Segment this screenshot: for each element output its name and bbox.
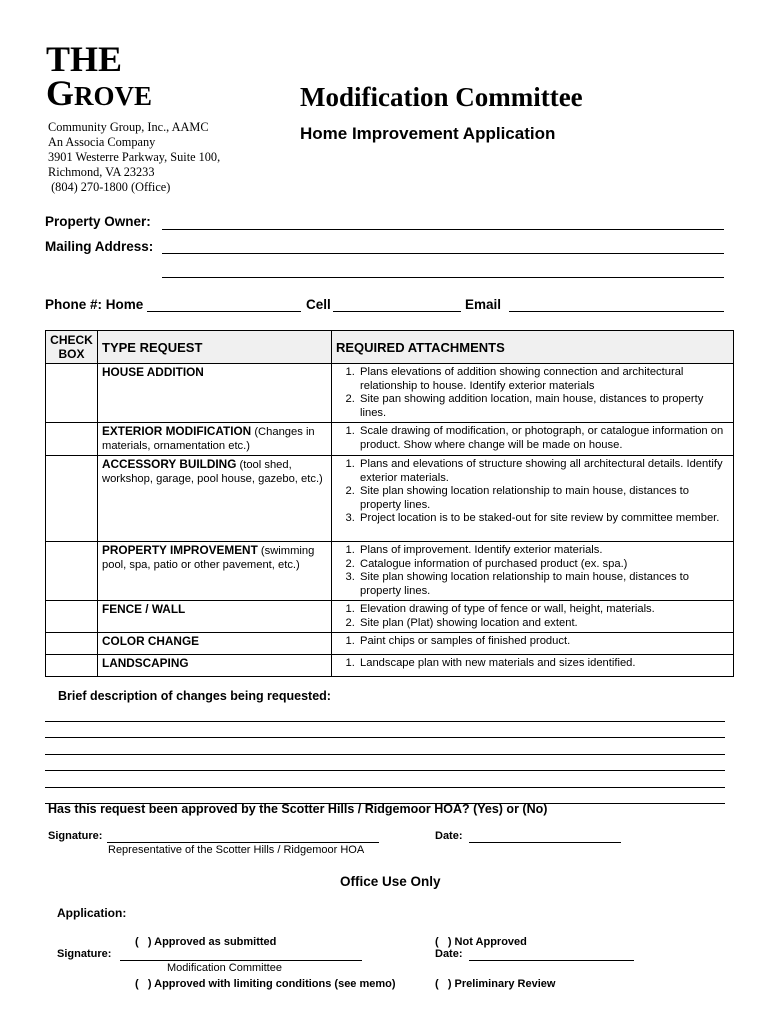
attachment-item: 1. Scale drawing of modification, or photograph, or catalogue information on product. Show where change will be made on house. — [358, 425, 729, 452]
type-detail: (Changes in materials, ornamentation etc.) — [102, 426, 315, 452]
address-line: Richmond, VA 23233 — [48, 165, 155, 179]
attachment-item: 2. Catalogue information of purchased product (ex. spa.) — [358, 558, 729, 572]
type-request-header: TYPE REQUEST — [98, 331, 332, 364]
attachments-cell — [332, 655, 734, 677]
description-label: Brief description of changes being requested: — [58, 689, 331, 703]
row-checkbox[interactable] — [46, 423, 98, 456]
row-checkbox[interactable] — [46, 633, 98, 655]
committee-date-field[interactable] — [469, 960, 634, 961]
cell-field[interactable] — [333, 311, 461, 312]
hoa-signature-label: Signature: — [48, 830, 103, 842]
committee-signature-field[interactable] — [120, 960, 362, 961]
attachments-cell — [332, 601, 734, 633]
type-title: PROPERTY IMPROVEMENT — [102, 543, 258, 557]
table-row — [46, 456, 734, 542]
company-address — [48, 120, 220, 195]
logo-line2 — [46, 73, 153, 113]
approval-options-left — [135, 907, 396, 1005]
committee-signature-caption: Modification Committee — [167, 962, 282, 974]
page-title: Modification Committee — [300, 82, 583, 112]
logo-rest: ROVE — [74, 81, 153, 111]
table-row — [46, 633, 734, 655]
description-lines[interactable] — [45, 705, 725, 804]
attachment-item: 1. Plans and elevations of structure showing all architectural details. Identify exterior materials. — [358, 458, 729, 485]
type-detail: (swimming pool, spa, patio or other pavement, etc.) — [102, 545, 315, 571]
committee-date-label: Date: — [435, 948, 463, 960]
attachment-item: 2. Site pan showing addition location, main house, distances to property lines. — [358, 393, 729, 420]
type-title: FENCE / WALL — [102, 602, 186, 616]
address-line: An Associa Company — [48, 135, 156, 149]
type-title: ACCESSORY BUILDING — [102, 457, 237, 471]
type-cell — [98, 655, 332, 677]
table-row — [46, 542, 734, 601]
application-label: Application: — [57, 906, 127, 920]
row-checkbox[interactable] — [46, 601, 98, 633]
type-cell — [98, 601, 332, 633]
office-use-heading: Office Use Only — [340, 874, 441, 889]
attachments-header: REQUIRED ATTACHMENTS — [332, 331, 734, 364]
type-title: LANDSCAPING — [102, 656, 189, 670]
mailing-address-field-2[interactable] — [162, 277, 724, 278]
check-box-header — [46, 331, 98, 364]
not-approved-option[interactable]: ( ) Not Approved — [435, 936, 527, 948]
attachment-item: 3. Project location is to be staked-out for site review by committee member. — [358, 512, 729, 526]
hoa-date-label: Date: — [435, 830, 463, 842]
attachments-cell — [332, 542, 734, 601]
attachment-item: 2. Site plan showing location relationship to main house, distances to property lines. — [358, 485, 729, 512]
attachments-cell — [332, 423, 734, 456]
type-cell — [98, 423, 332, 456]
address-line: Community Group, Inc., AAMC — [48, 120, 209, 134]
email-label: Email — [465, 297, 502, 312]
type-title: HOUSE ADDITION — [102, 365, 204, 379]
attachment-item: 3. Site plan showing location relationship to main house, distances to property lines. — [358, 571, 729, 598]
email-field[interactable] — [509, 311, 724, 312]
hoa-date-field[interactable] — [469, 842, 621, 843]
phone-home-field[interactable] — [147, 311, 301, 312]
preliminary-review-option[interactable]: ( ) Preliminary Review — [435, 978, 556, 990]
attachment-item: 1. Elevation drawing of type of fence or wall, height, materials. — [358, 603, 729, 617]
type-cell — [98, 364, 332, 423]
logo-line1: THE — [46, 39, 123, 79]
attachment-item: 2. Site plan (Plat) showing location and extent. — [358, 617, 729, 631]
table-row — [46, 364, 734, 423]
hoa-signature-caption: Representative of the Scotter Hills / Ridgemoor HOA — [108, 844, 365, 856]
logo — [46, 39, 153, 113]
description-line[interactable] — [45, 738, 725, 755]
property-owner-field[interactable] — [162, 229, 724, 230]
hoa-question: Has this request been approved by the Scotter Hills / Ridgemoor HOA? (Yes) or (No) — [48, 802, 548, 816]
description-line[interactable] — [45, 771, 725, 788]
committee-signature-label: Signature: — [57, 948, 112, 960]
attachments-cell — [332, 456, 734, 542]
description-line[interactable] — [45, 755, 725, 772]
cell-label: Cell — [306, 297, 331, 312]
attachments-cell — [332, 633, 734, 655]
table-row — [46, 601, 734, 633]
approved-with-conditions-option[interactable]: ( ) Approved with limiting conditions (see memo) — [135, 978, 396, 990]
mailing-address-label: Mailing Address: — [45, 239, 154, 254]
approved-as-submitted-option[interactable]: ( ) Approved as submitted — [135, 936, 277, 948]
mailing-address-field[interactable] — [162, 253, 724, 254]
address-line: (804) 270-1800 (Office) — [48, 180, 171, 194]
description-line[interactable] — [45, 722, 725, 739]
type-cell — [98, 633, 332, 655]
attachment-item: 1. Plans of improvement. Identify exterior materials. — [358, 544, 729, 558]
type-title: EXTERIOR MODIFICATION — [102, 424, 252, 438]
table-header-row — [46, 331, 734, 364]
row-checkbox[interactable] — [46, 655, 98, 677]
description-line[interactable] — [45, 705, 725, 722]
address-line: 3901 Westerre Parkway, Suite 100, — [48, 150, 221, 164]
row-checkbox[interactable] — [46, 456, 98, 542]
type-cell — [98, 542, 332, 601]
page-subtitle: Home Improvement Application — [300, 124, 556, 143]
type-detail: (tool shed, workshop, garage, pool house, gazebo, etc.) — [102, 459, 323, 485]
check-header-line: BOX — [58, 347, 85, 361]
attachment-item: 1. Landscape plan with new materials and sizes identified. — [358, 657, 729, 671]
table-row — [46, 655, 734, 677]
table-row — [46, 423, 734, 456]
row-checkbox[interactable] — [46, 542, 98, 601]
request-table — [45, 330, 734, 677]
hoa-signature-field[interactable] — [107, 842, 379, 843]
logo-initial: G — [46, 73, 75, 113]
attachments-cell — [332, 364, 734, 423]
type-title: COLOR CHANGE — [102, 634, 199, 648]
phone-home-label: Phone #: Home — [45, 297, 144, 312]
check-header-line: CHECK — [50, 333, 93, 347]
attachment-item: 1. Plans elevations of addition showing connection and architectural relationship to house. Identify exterior materials — [358, 366, 729, 393]
row-checkbox[interactable] — [46, 364, 98, 423]
property-owner-label: Property Owner: — [45, 214, 151, 229]
type-cell — [98, 456, 332, 542]
attachment-item: 1. Paint chips or samples of finished product. — [358, 635, 729, 649]
